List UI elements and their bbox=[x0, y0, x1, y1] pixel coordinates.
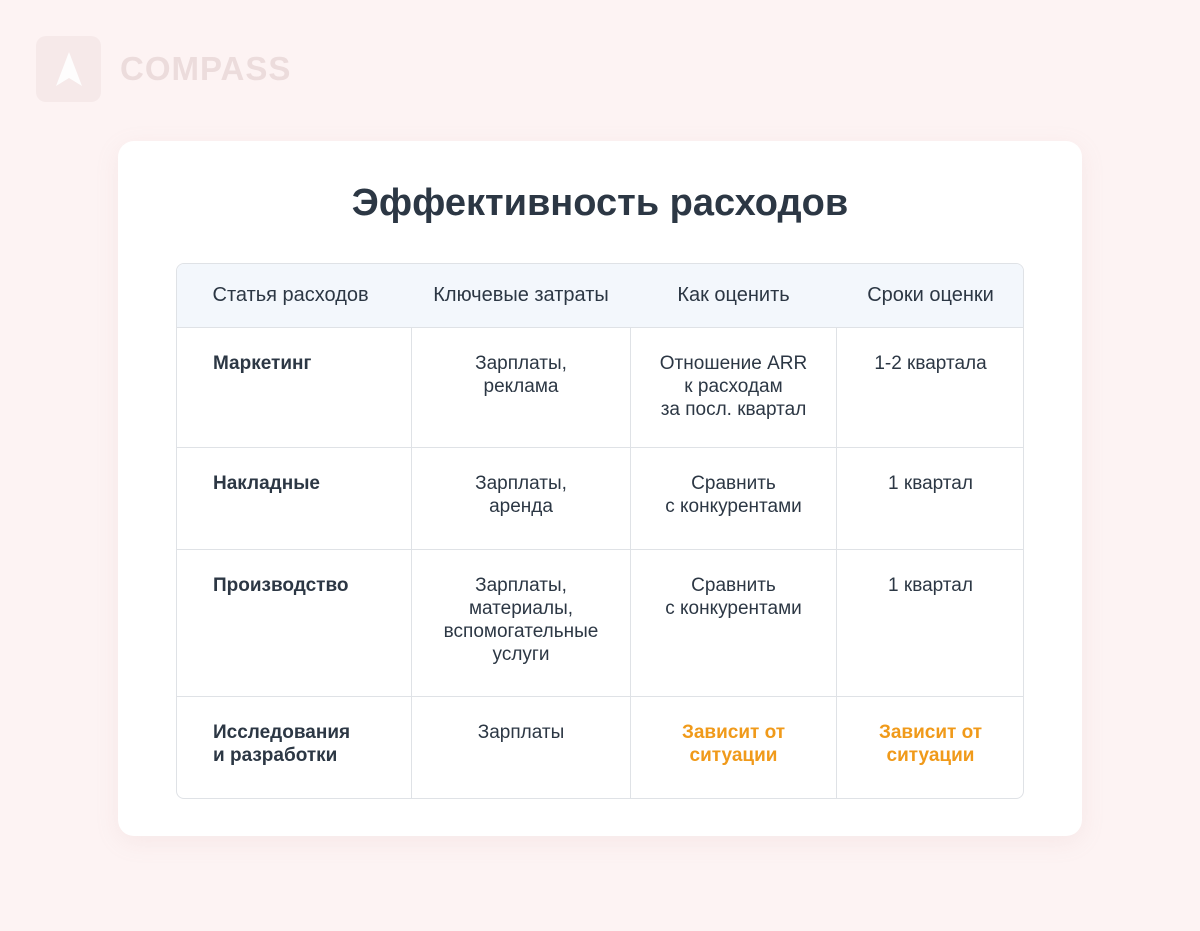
page-title: Эффективность расходов bbox=[351, 182, 849, 224]
brand-name: COMPASS bbox=[120, 50, 292, 87]
table-header-row bbox=[177, 263, 1025, 328]
row-item: Исследования и разработки bbox=[177, 697, 412, 799]
row-costs: Зарплаты, реклама bbox=[412, 328, 631, 448]
row-item: Накладные bbox=[177, 448, 412, 550]
row-costs: Зарплаты, материалы, вспомогательные услуги bbox=[412, 550, 631, 697]
row-item: Маркетинг bbox=[177, 328, 412, 448]
row-period: 1 квартал bbox=[837, 550, 1025, 697]
row-period: 1-2 квартала bbox=[837, 328, 1025, 448]
row-costs: Зарплаты bbox=[412, 697, 631, 799]
row-how: Сравнить с конкурентами bbox=[631, 550, 837, 697]
table-row bbox=[177, 550, 1025, 697]
row-how: Зависит от ситуации bbox=[631, 697, 837, 799]
table-row bbox=[177, 448, 1025, 550]
row-item: Производство bbox=[177, 550, 412, 697]
row-costs: Зарплаты, аренда bbox=[412, 448, 631, 550]
header-expense-item: Статья расходов bbox=[177, 263, 412, 328]
compass-arrow-icon bbox=[36, 36, 101, 102]
brand-logo bbox=[36, 36, 291, 102]
header-how-to-evaluate: Как оценить bbox=[631, 263, 837, 328]
expenses-table bbox=[176, 263, 1024, 799]
row-period: 1 квартал bbox=[837, 448, 1025, 550]
row-how: Сравнить с конкурентами bbox=[631, 448, 837, 550]
header-evaluation-period: Сроки оценки bbox=[837, 263, 1025, 328]
row-how: Отношение ARR к расходам за посл. квартал bbox=[631, 328, 837, 448]
row-period: Зависит от ситуации bbox=[837, 697, 1025, 799]
header-key-costs: Ключевые затраты bbox=[412, 263, 631, 328]
table-row bbox=[177, 697, 1025, 799]
expenses-table-container bbox=[176, 263, 1024, 799]
table-row bbox=[177, 328, 1025, 448]
